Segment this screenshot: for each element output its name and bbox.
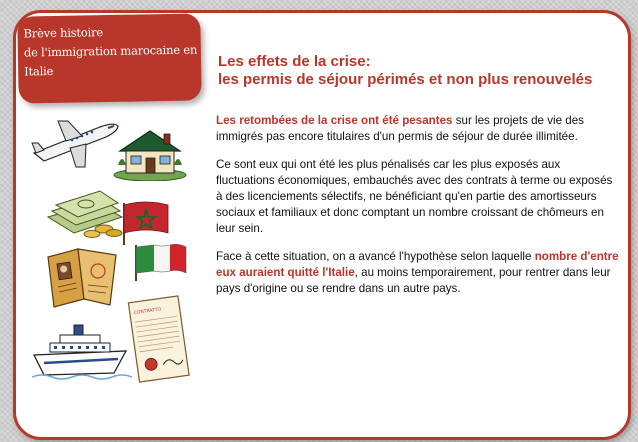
paragraph-1 xyxy=(216,113,621,145)
paragraph-3-highlight: nombre d'entre eux auraient quitté l'Italie xyxy=(216,250,619,279)
italy-flag-icon xyxy=(132,241,188,281)
section-tag xyxy=(17,13,201,103)
contract-document-icon xyxy=(124,293,194,389)
airplane-icon xyxy=(30,117,122,169)
tag-line-2: de l'immigration marocaine en xyxy=(23,42,198,60)
section-tag-text xyxy=(23,21,197,81)
slide-title xyxy=(218,53,628,89)
house-icon xyxy=(112,125,188,181)
slide-body xyxy=(216,113,621,309)
passport-icon xyxy=(44,245,124,309)
money-icon xyxy=(44,183,128,241)
tag-line-3: Italie xyxy=(24,63,54,79)
paragraph-1-text: sur les projets de vie des immigrés pas encore titulaires d'un permis de séjour de durée illimitée. xyxy=(216,114,584,143)
slide-card xyxy=(13,10,631,440)
cruise-ship-icon xyxy=(32,321,132,385)
paragraph-2: Ce sont eux qui ont été les plus pénalisés car les plus exposés aux fluctuations économiques, embauchés avec des contrats à terme ou exposés à des licenciements sélectifs, ne bénéficiant qu'en partie des amortisseurs sociaux et familiaux et donc comptant un nombre croissant de chômeurs en leur sein. xyxy=(216,158,613,235)
slide-title-line-2: les permis de séjour périmés et non plus renouvelés xyxy=(218,71,593,88)
paragraph-3 xyxy=(216,249,621,297)
tag-line-1: Brève histoire xyxy=(23,25,104,41)
paragraph-3-text: , au moins temporairement, pour rentrer dans leur pays d'origine ou se rendre dans un autre pays. xyxy=(216,266,611,295)
svg-text:CONTRATTO: CONTRATTO xyxy=(133,307,162,317)
paragraph-3-start: Face à cette situation, on a avancé l'hypothèse selon laquelle xyxy=(216,250,535,263)
morocco-flag-icon xyxy=(118,199,172,245)
paragraph-1-highlight: Les retombées de la crise ont été pesantes xyxy=(216,114,453,127)
slide-title-line-1: Les effets de la crise: xyxy=(218,53,371,70)
